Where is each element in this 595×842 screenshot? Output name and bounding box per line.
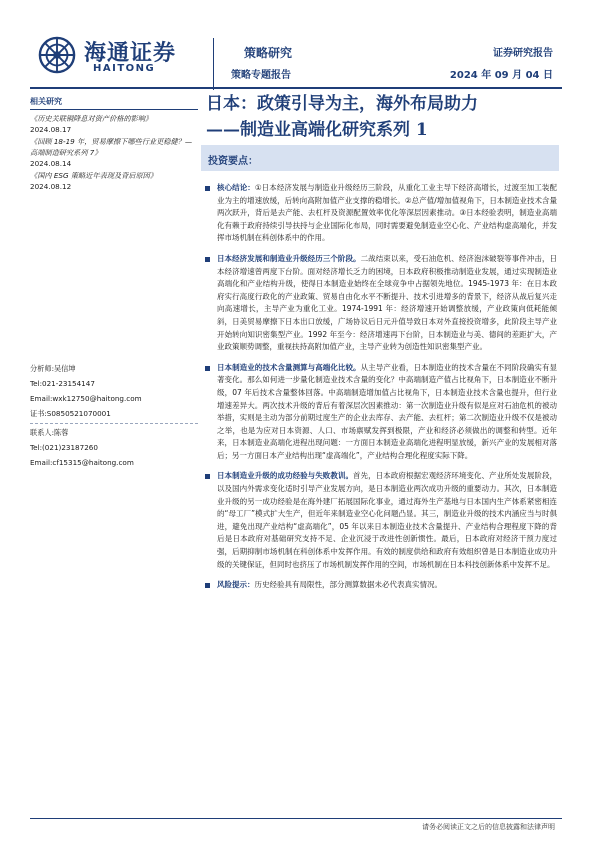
key-point-lead: 日本经济发展和制造业升级经历三个阶段。 [217,253,361,263]
related-research [30,96,198,193]
bullet-icon [205,583,210,588]
related-date: 2024.08.14 [30,159,72,168]
bullet-icon [205,474,210,479]
key-point-text: 首先，日本政府根据宏观经济环境变化、产业所处发展阶段，以及国内外需求变化适时引导产业发展方向，是日本制造业两次成功升级的重要动力。其次，日本制造业升级的另一成功经验是在海外建厂拓展国际化事业，通过海外生产基地与日本国内生产体系紧密相连的“母工厂”模式扩大生产，但近年来制造业空心化问题凸显。其三，制造业升级的技术内涵应当与时俱进，避免出现产业结构“虚高端化”，05 年以来日本制造业技术含量提升、产业结构合理程度下降的背后是日本政府对基础研究支持不足、企业沉浸于改进性创新惯性。最后，日本政府对经济干预力度过强，后期抑制市场机制在科创体系中发挥作用。有效的制度供给和政府有效组织曾是日本制造业成功升级的关键保证，但同时也挤压了市场机制发挥作用的空间，市场机制在日本科技创新体系中发挥不足。 [217,471,558,569]
related-title[interactable]: 《国内 ESG 策略近年表现及背后原因》 [30,171,158,180]
report-title [206,91,556,143]
title-line-1: 日本：政策引导为主，海外布局助力 [206,94,478,114]
contact-name: 联系人:陈蓉 [30,428,69,437]
related-item[interactable] [30,136,198,169]
key-point [205,470,557,571]
key-point [205,253,557,354]
bullet-icon [205,366,210,371]
logo-text-cn: 海通证券 [84,40,177,66]
key-point-lead: 核心结论： [217,183,255,192]
logo-text-en: HAITONG [93,63,156,74]
key-point-lead: 日本制造业升级的成功经验与失败教训。 [217,471,354,481]
header-divider [213,38,214,90]
analyst-tel: Tel:021-23154147 [30,379,95,388]
key-point [205,579,557,592]
key-point-lead: 日本制造业的技术含量测算与高端化比较。 [217,362,361,372]
key-point-text: ①日本经济发展与制造业升级经历三阶段，从重化工业主导下经济高增长，过渡至加工装配业为主的增速放缓，后转向高附加值产业支撑的稳增长。②总产值/增加值视角下，日本制造业技术含量两次跃升，背后是去产能、去杠杆及资源配置效率优化等深层因素推动。③日本经验表明，制造业高端化有赖于政府持续引导扶持与企业国际化布局，同时需要避免制造业空心化、产业结构虚高端化，并发挥市场机制在科创体系中的作用。 [217,183,557,243]
key-points-body [205,182,557,600]
contact-tel: Tel:(021)23187260 [30,443,98,452]
key-point [205,362,557,463]
report-subcategory: 策略专题报告 [231,70,291,81]
bullet-icon [205,257,210,262]
analyst-contacts [30,363,198,472]
related-title[interactable]: 《历史关联铜降息对资产价格的影响》 [30,114,153,123]
analyst-name: 分析师:吴信坤 [30,364,76,373]
related-item[interactable] [30,113,198,135]
analyst-cert: 证书:S0850521070001 [30,409,111,418]
related-rule [30,109,198,110]
haitong-logo-icon [38,36,76,74]
related-title[interactable]: 《回顾 18-19 年，贸易摩擦下哪些行业更稳健？—高端制造研究系列 7》 [30,137,193,157]
report-type: 证券研究报告 [493,48,553,59]
analyst-email[interactable]: Email:wxk12750@haitong.com [30,394,142,403]
title-line-2: ——制造业高端化研究系列 1 [206,120,428,140]
key-points-label: 投资要点： [208,156,258,167]
key-point-lead: 风险提示： [217,580,255,590]
header-rule [30,87,562,89]
footer-disclaimer: 请务必阅读正文之后的信息披露和法律声明 [422,823,555,831]
report-category: 策略研究 [244,46,293,60]
report-date: 2024 年 09 月 04 日 [449,70,553,81]
key-point [205,182,557,245]
key-point-text: 历史经验具有局限性，部分测算数据未必代表真实情况。 [254,580,442,590]
related-heading: 相关研究 [30,97,62,106]
key-point-text: 从主导产业看，日本制造业的技术含量在不同阶段确实有显著变化。那么如何进一步量化制造业技术含量的变化？中高端制造产值占比视角下，日本制造业不断升级，07 年后技术含量整体回落。中高端制造增加值占比视角下，日本制造业技术含量也提升，但行业增速差异大。两次技术升级的背后有着深层次因素推动：第一次制造业升级有似是应对石油危机的被动举措，实则是主动为部分前期过度生产的企业去库存、去产能、去杠杆；第二次制造业升级不仅是被动之举，也是为应对日本资源、人口、市场禀赋发挥到极限，产业和经济必须做出的调整和转型。近年来，日本制造业高端化进程出现问题：一方面日本制造业高端化进程明显放缓，新兴产业的发展相对落后；另一方面日本产业结构出现“虚高端化”，产业结构合理化程度实际下降。 [217,362,558,460]
related-date: 2024.08.17 [30,125,72,134]
contact-divider [30,423,198,424]
related-date: 2024.08.12 [30,182,72,191]
bullet-icon [205,186,210,191]
footer-rule [30,818,562,819]
key-point-text: 二战结束以来，受石油危机、经济泡沫破裂等事件冲击，日本经济增速曾两度下台阶。面对经济增长乏力的困境，日本政府积极推动制造业发展，通过实现制造业高端化和产业结构升级，使得日本制造业始终在全球竞争中占据领先地位。1945-1973 年：在日本政府实行高度行政化的产业政策、贸易自由化水平不断提升、技术引进增多的背景下，经济从战后复兴走向高速增长，主导产业为重化工业。1974-1991 年：经济增速开始调整放缓，产业政策向低耗能倾斜，日美贸易摩擦下日本出口放缓，广场协议后日元升值导致日本对外直接投资增多，此阶段主导产业开始转向知识密集型产业。1992 年至今：经济增速再下台阶，日本制造业与美、德间的差距扩大，产业政策顺势调整，重视扶持高附加值产业，主导产业转为创造性知识密集型产业。 [217,253,558,352]
contact-email[interactable]: Email:cf15315@haitong.com [30,458,134,467]
related-item[interactable] [30,170,198,192]
